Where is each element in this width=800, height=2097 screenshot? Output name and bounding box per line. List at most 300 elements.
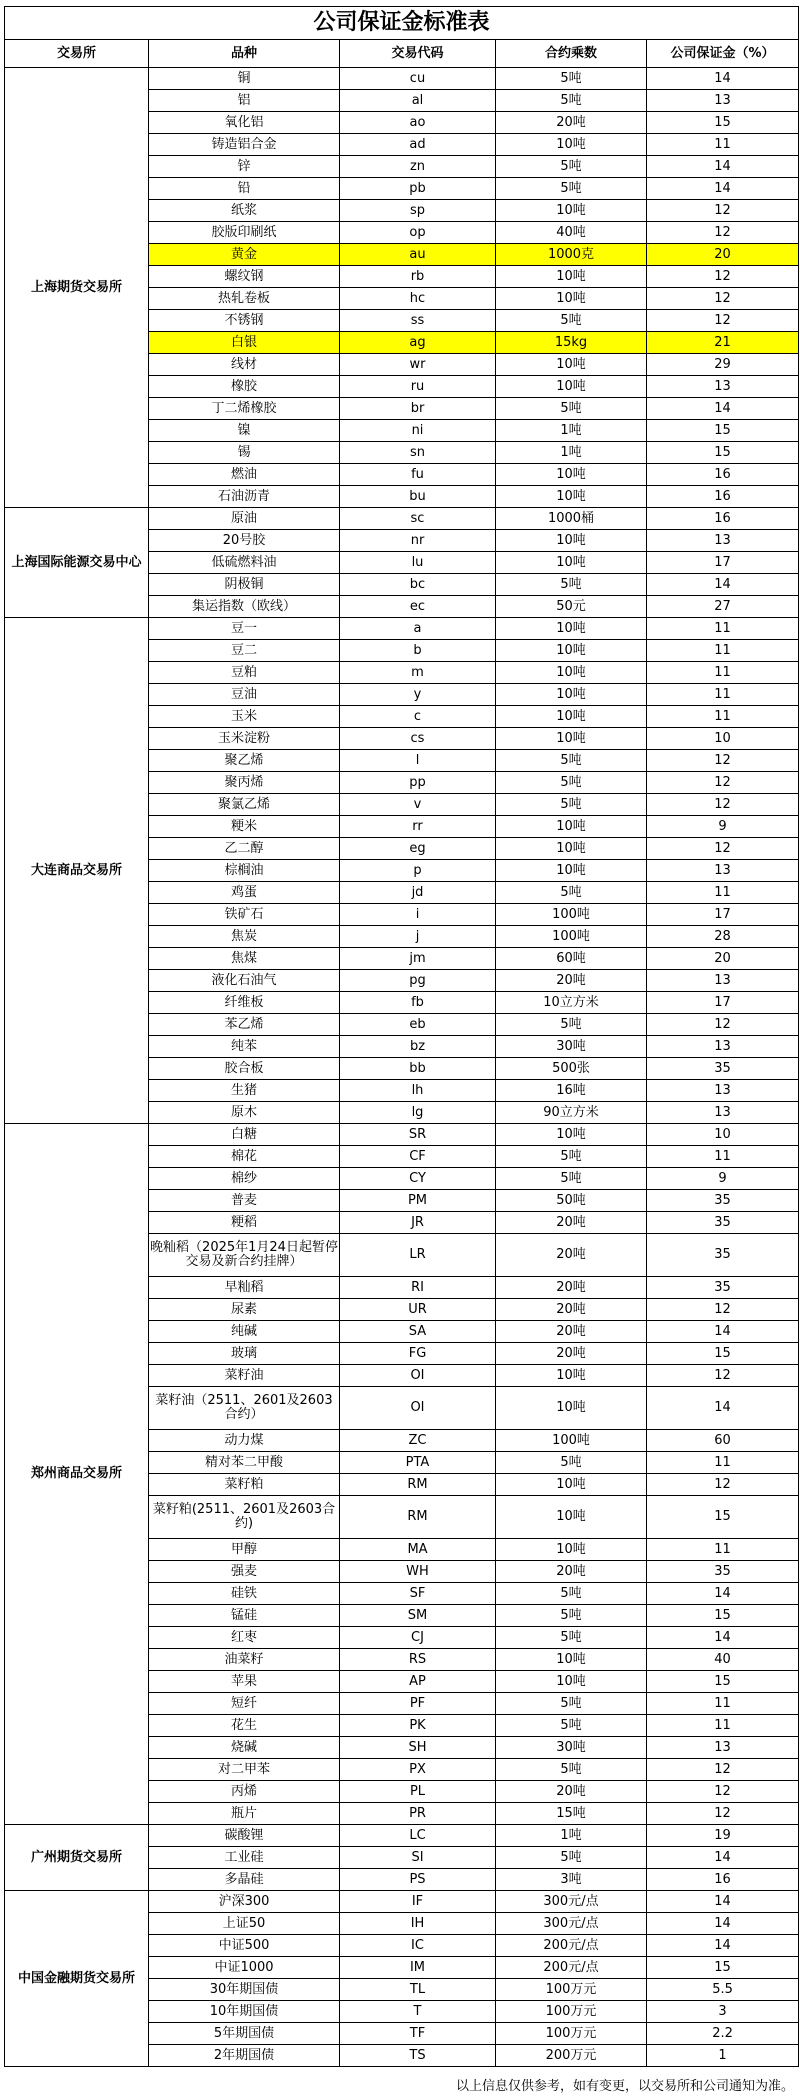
table-row: [5, 618, 799, 640]
variety-cell: 铸造铝合金: [149, 134, 340, 156]
variety-cell: 纯苯: [149, 1036, 340, 1058]
margin-cell: 14: [647, 1321, 799, 1343]
multiplier-cell: 5吨: [496, 794, 647, 816]
multiplier-cell: 20吨: [496, 1321, 647, 1343]
margin-cell: 11: [647, 1693, 799, 1715]
table-row: [5, 1891, 799, 1913]
multiplier-cell: 50元: [496, 596, 647, 618]
multiplier-cell: 5吨: [496, 882, 647, 904]
variety-cell: 豆一: [149, 618, 340, 640]
variety-cell: 聚氯乙烯: [149, 794, 340, 816]
margin-cell: 12: [647, 838, 799, 860]
margin-cell: 19: [647, 1825, 799, 1847]
multiplier-cell: 10吨: [496, 860, 647, 882]
code-cell: IF: [340, 1891, 496, 1913]
multiplier-cell: 10吨: [496, 200, 647, 222]
multiplier-cell: 5吨: [496, 574, 647, 596]
multiplier-cell: 20吨: [496, 1343, 647, 1365]
multiplier-cell: 10吨: [496, 1539, 647, 1561]
code-cell: T: [340, 2001, 496, 2023]
margin-cell: 12: [647, 1803, 799, 1825]
code-cell: IC: [340, 1935, 496, 1957]
code-cell: lu: [340, 552, 496, 574]
variety-cell: 丁二烯橡胶: [149, 398, 340, 420]
variety-cell: 动力煤: [149, 1430, 340, 1452]
table-row: [5, 1124, 799, 1146]
code-cell: RM: [340, 1496, 496, 1539]
code-cell: wr: [340, 354, 496, 376]
multiplier-cell: 20吨: [496, 970, 647, 992]
variety-cell: 棉花: [149, 1146, 340, 1168]
code-cell: SR: [340, 1124, 496, 1146]
code-cell: PF: [340, 1693, 496, 1715]
variety-cell: 菜籽粕: [149, 1474, 340, 1496]
column-header-code: 交易代码: [340, 40, 496, 68]
margin-cell: 11: [647, 882, 799, 904]
multiplier-cell: 5吨: [496, 772, 647, 794]
code-cell: m: [340, 662, 496, 684]
margin-cell: 13: [647, 90, 799, 112]
margin-cell: 60: [647, 1430, 799, 1452]
code-cell: TL: [340, 1979, 496, 2001]
code-cell: RM: [340, 1474, 496, 1496]
margin-cell: 1: [647, 2045, 799, 2067]
column-header-exchange: 交易所: [5, 40, 149, 68]
code-cell: rr: [340, 816, 496, 838]
margin-cell: 15: [647, 1343, 799, 1365]
variety-cell: 乙二醇: [149, 838, 340, 860]
code-cell: lg: [340, 1102, 496, 1124]
code-cell: LC: [340, 1825, 496, 1847]
variety-cell: 精对苯二甲酸: [149, 1452, 340, 1474]
margin-cell: 14: [647, 1847, 799, 1869]
margin-cell: 14: [647, 1387, 799, 1430]
multiplier-cell: 10立方米: [496, 992, 647, 1014]
code-cell: SM: [340, 1605, 496, 1627]
multiplier-cell: 300元/点: [496, 1913, 647, 1935]
multiplier-cell: 20吨: [496, 1781, 647, 1803]
table-row: [5, 68, 799, 90]
code-cell: ss: [340, 310, 496, 332]
multiplier-cell: 5吨: [496, 310, 647, 332]
variety-cell: 聚乙烯: [149, 750, 340, 772]
margin-cell: 11: [647, 640, 799, 662]
code-cell: AP: [340, 1671, 496, 1693]
variety-cell: 菜籽粕(2511、2601及2603合约): [149, 1496, 340, 1539]
code-cell: hc: [340, 288, 496, 310]
multiplier-cell: 10吨: [496, 530, 647, 552]
variety-cell: 5年期国债: [149, 2023, 340, 2045]
variety-cell: 铜: [149, 68, 340, 90]
multiplier-cell: 5吨: [496, 178, 647, 200]
margin-cell: 13: [647, 1036, 799, 1058]
margin-cell: 11: [647, 134, 799, 156]
variety-cell: 10年期国债: [149, 2001, 340, 2023]
margin-cell: 14: [647, 178, 799, 200]
code-cell: op: [340, 222, 496, 244]
multiplier-cell: 10吨: [496, 816, 647, 838]
variety-cell: 早籼稻: [149, 1277, 340, 1299]
multiplier-cell: 5吨: [496, 68, 647, 90]
multiplier-cell: 100吨: [496, 926, 647, 948]
variety-cell: 胶版印刷纸: [149, 222, 340, 244]
code-cell: FG: [340, 1343, 496, 1365]
code-cell: PK: [340, 1715, 496, 1737]
code-cell: PX: [340, 1759, 496, 1781]
variety-cell: 纸浆: [149, 200, 340, 222]
variety-cell: 液化石油气: [149, 970, 340, 992]
multiplier-cell: 10吨: [496, 618, 647, 640]
code-cell: j: [340, 926, 496, 948]
margin-cell: 11: [647, 706, 799, 728]
variety-cell: 棕榈油: [149, 860, 340, 882]
code-cell: a: [340, 618, 496, 640]
margin-cell: 15: [647, 1957, 799, 1979]
multiplier-cell: 5吨: [496, 398, 647, 420]
code-cell: cu: [340, 68, 496, 90]
multiplier-cell: 100万元: [496, 2001, 647, 2023]
code-cell: sn: [340, 442, 496, 464]
margin-table: [4, 6, 799, 2067]
multiplier-cell: 10吨: [496, 376, 647, 398]
code-cell: l: [340, 750, 496, 772]
variety-cell: 强麦: [149, 1561, 340, 1583]
code-cell: ZC: [340, 1430, 496, 1452]
variety-cell: 丙烯: [149, 1781, 340, 1803]
code-cell: bu: [340, 486, 496, 508]
table-body: [5, 68, 799, 2067]
margin-cell: 9: [647, 816, 799, 838]
margin-cell: 14: [647, 1583, 799, 1605]
code-cell: JR: [340, 1212, 496, 1234]
multiplier-cell: 10吨: [496, 662, 647, 684]
variety-cell: 聚丙烯: [149, 772, 340, 794]
margin-cell: 15: [647, 112, 799, 134]
multiplier-cell: 10吨: [496, 1671, 647, 1693]
margin-cell: 16: [647, 464, 799, 486]
margin-cell: 27: [647, 596, 799, 618]
code-cell: eg: [340, 838, 496, 860]
variety-cell: 苯乙烯: [149, 1014, 340, 1036]
margin-cell: 29: [647, 354, 799, 376]
code-cell: y: [340, 684, 496, 706]
code-cell: PL: [340, 1781, 496, 1803]
margin-cell: 3: [647, 2001, 799, 2023]
code-cell: SI: [340, 1847, 496, 1869]
margin-cell: 14: [647, 1891, 799, 1913]
margin-cell: 12: [647, 1365, 799, 1387]
multiplier-cell: 15kg: [496, 332, 647, 354]
margin-cell: 16: [647, 486, 799, 508]
margin-cell: 35: [647, 1277, 799, 1299]
code-cell: fb: [340, 992, 496, 1014]
code-cell: pb: [340, 178, 496, 200]
variety-cell: 集运指数（欧线）: [149, 596, 340, 618]
margin-cell: 9: [647, 1168, 799, 1190]
multiplier-cell: 5吨: [496, 1583, 647, 1605]
multiplier-cell: 1吨: [496, 1825, 647, 1847]
margin-cell: 5.5: [647, 1979, 799, 2001]
code-cell: ad: [340, 134, 496, 156]
variety-cell: 锡: [149, 442, 340, 464]
multiplier-cell: 40吨: [496, 222, 647, 244]
code-cell: pp: [340, 772, 496, 794]
code-cell: OI: [340, 1365, 496, 1387]
code-cell: CJ: [340, 1627, 496, 1649]
margin-cell: 35: [647, 1190, 799, 1212]
variety-cell: 粳稻: [149, 1212, 340, 1234]
exchange-cell: 中国金融期货交易所: [5, 1891, 149, 2067]
variety-cell: 纯碱: [149, 1321, 340, 1343]
column-header-variety: 品种: [149, 40, 340, 68]
variety-cell: 原油: [149, 508, 340, 530]
variety-cell: 尿素: [149, 1299, 340, 1321]
multiplier-cell: 10吨: [496, 1496, 647, 1539]
variety-cell: 多晶硅: [149, 1869, 340, 1891]
code-cell: IM: [340, 1957, 496, 1979]
margin-cell: 14: [647, 1627, 799, 1649]
exchange-cell: 上海期货交易所: [5, 68, 149, 508]
multiplier-cell: 300元/点: [496, 1891, 647, 1913]
variety-cell: 线材: [149, 354, 340, 376]
multiplier-cell: 10吨: [496, 684, 647, 706]
multiplier-cell: 30吨: [496, 1036, 647, 1058]
margin-cell: 14: [647, 68, 799, 90]
column-header-multiplier: 合约乘数: [496, 40, 647, 68]
multiplier-cell: 20吨: [496, 1299, 647, 1321]
margin-cell: 12: [647, 750, 799, 772]
code-cell: bb: [340, 1058, 496, 1080]
variety-cell: 短纤: [149, 1693, 340, 1715]
code-cell: PTA: [340, 1452, 496, 1474]
variety-cell: 中证500: [149, 1935, 340, 1957]
variety-cell: 烧碱: [149, 1737, 340, 1759]
exchange-cell: 广州期货交易所: [5, 1825, 149, 1891]
code-cell: CY: [340, 1168, 496, 1190]
margin-cell: 17: [647, 904, 799, 926]
code-cell: au: [340, 244, 496, 266]
multiplier-cell: 1000克: [496, 244, 647, 266]
variety-cell: 20号胶: [149, 530, 340, 552]
margin-cell: 12: [647, 1759, 799, 1781]
margin-cell: 11: [647, 1715, 799, 1737]
variety-cell: 碳酸锂: [149, 1825, 340, 1847]
margin-cell: 13: [647, 1080, 799, 1102]
code-cell: zn: [340, 156, 496, 178]
variety-cell: 铝: [149, 90, 340, 112]
code-cell: bz: [340, 1036, 496, 1058]
variety-cell: 橡胶: [149, 376, 340, 398]
variety-cell: 焦炭: [149, 926, 340, 948]
code-cell: i: [340, 904, 496, 926]
margin-cell: 11: [647, 684, 799, 706]
margin-cell: 13: [647, 1102, 799, 1124]
code-cell: TF: [340, 2023, 496, 2045]
margin-cell: 11: [647, 662, 799, 684]
multiplier-cell: 5吨: [496, 1014, 647, 1036]
multiplier-cell: 90立方米: [496, 1102, 647, 1124]
margin-cell: 11: [647, 1539, 799, 1561]
variety-cell: 菜籽油: [149, 1365, 340, 1387]
code-cell: LR: [340, 1234, 496, 1277]
exchange-cell: 大连商品交易所: [5, 618, 149, 1124]
code-cell: bc: [340, 574, 496, 596]
code-cell: ao: [340, 112, 496, 134]
margin-cell: 15: [647, 442, 799, 464]
multiplier-cell: 500张: [496, 1058, 647, 1080]
multiplier-cell: 10吨: [496, 288, 647, 310]
variety-cell: 甲醇: [149, 1539, 340, 1561]
code-cell: c: [340, 706, 496, 728]
multiplier-cell: 15吨: [496, 1803, 647, 1825]
code-cell: cs: [340, 728, 496, 750]
variety-cell: 锰硅: [149, 1605, 340, 1627]
multiplier-cell: 20吨: [496, 1277, 647, 1299]
column-header-margin: 公司保证金（%）: [647, 40, 799, 68]
variety-cell: 玻璃: [149, 1343, 340, 1365]
multiplier-cell: 1吨: [496, 442, 647, 464]
multiplier-cell: 1吨: [496, 420, 647, 442]
variety-cell: 黄金: [149, 244, 340, 266]
margin-cell: 12: [647, 266, 799, 288]
margin-cell: 12: [647, 310, 799, 332]
margin-cell: 13: [647, 970, 799, 992]
code-cell: WH: [340, 1561, 496, 1583]
variety-cell: 焦煤: [149, 948, 340, 970]
multiplier-cell: 10吨: [496, 838, 647, 860]
variety-cell: 30年期国债: [149, 1979, 340, 2001]
variety-cell: 瓶片: [149, 1803, 340, 1825]
margin-cell: 20: [647, 244, 799, 266]
multiplier-cell: 5吨: [496, 1146, 647, 1168]
margin-cell: 10: [647, 1124, 799, 1146]
variety-cell: 红枣: [149, 1627, 340, 1649]
margin-cell: 10: [647, 728, 799, 750]
table-row: [5, 1825, 799, 1847]
multiplier-cell: 10吨: [496, 134, 647, 156]
variety-cell: 锌: [149, 156, 340, 178]
margin-cell: 21: [647, 332, 799, 354]
variety-cell: 对二甲苯: [149, 1759, 340, 1781]
multiplier-cell: 5吨: [496, 1452, 647, 1474]
variety-cell: 豆粕: [149, 662, 340, 684]
margin-cell: 11: [647, 618, 799, 640]
margin-cell: 16: [647, 1869, 799, 1891]
code-cell: RI: [340, 1277, 496, 1299]
variety-cell: 豆油: [149, 684, 340, 706]
multiplier-cell: 100吨: [496, 1430, 647, 1452]
code-cell: ru: [340, 376, 496, 398]
code-cell: OI: [340, 1387, 496, 1430]
variety-cell: 阴极铜: [149, 574, 340, 596]
code-cell: SA: [340, 1321, 496, 1343]
margin-cell: 13: [647, 376, 799, 398]
variety-cell: 白糖: [149, 1124, 340, 1146]
margin-cell: 35: [647, 1058, 799, 1080]
multiplier-cell: 30吨: [496, 1737, 647, 1759]
variety-cell: 苹果: [149, 1671, 340, 1693]
code-cell: TS: [340, 2045, 496, 2067]
exchange-cell: 郑州商品交易所: [5, 1124, 149, 1825]
margin-cell: 13: [647, 860, 799, 882]
multiplier-cell: 10吨: [496, 1474, 647, 1496]
code-cell: SH: [340, 1737, 496, 1759]
variety-cell: 中证1000: [149, 1957, 340, 1979]
variety-cell: 氧化铝: [149, 112, 340, 134]
multiplier-cell: 10吨: [496, 1649, 647, 1671]
margin-cell: 14: [647, 1913, 799, 1935]
multiplier-cell: 200元/点: [496, 1957, 647, 1979]
variety-cell: 豆二: [149, 640, 340, 662]
margin-cell: 14: [647, 156, 799, 178]
code-cell: eb: [340, 1014, 496, 1036]
multiplier-cell: 100万元: [496, 1979, 647, 2001]
code-cell: RS: [340, 1649, 496, 1671]
multiplier-cell: 100吨: [496, 904, 647, 926]
margin-cell: 12: [647, 1299, 799, 1321]
multiplier-cell: 16吨: [496, 1080, 647, 1102]
code-cell: ag: [340, 332, 496, 354]
variety-cell: 螺纹钢: [149, 266, 340, 288]
code-cell: fu: [340, 464, 496, 486]
code-cell: UR: [340, 1299, 496, 1321]
variety-cell: 上证50: [149, 1913, 340, 1935]
variety-cell: 沪深300: [149, 1891, 340, 1913]
exchange-cell: 上海国际能源交易中心: [5, 508, 149, 618]
multiplier-cell: 10吨: [496, 640, 647, 662]
margin-cell: 12: [647, 1781, 799, 1803]
code-cell: jm: [340, 948, 496, 970]
margin-cell: 12: [647, 222, 799, 244]
header-row: [5, 40, 799, 68]
margin-cell: 15: [647, 1605, 799, 1627]
margin-cell: 13: [647, 1737, 799, 1759]
margin-cell: 13: [647, 530, 799, 552]
multiplier-cell: 5吨: [496, 90, 647, 112]
variety-cell: 花生: [149, 1715, 340, 1737]
margin-cell: 35: [647, 1212, 799, 1234]
variety-cell: 普麦: [149, 1190, 340, 1212]
variety-cell: 菜籽油（2511、2601及2603合约）: [149, 1387, 340, 1430]
multiplier-cell: 5吨: [496, 1693, 647, 1715]
margin-cell: 14: [647, 1935, 799, 1957]
margin-cell: 11: [647, 1146, 799, 1168]
variety-cell: 铅: [149, 178, 340, 200]
variety-cell: 棉纱: [149, 1168, 340, 1190]
multiplier-cell: 5吨: [496, 156, 647, 178]
variety-cell: 晚籼稻（2025年1月24日起暂停交易及新合约挂牌）: [149, 1234, 340, 1277]
code-cell: PR: [340, 1803, 496, 1825]
multiplier-cell: 5吨: [496, 1759, 647, 1781]
multiplier-cell: 100万元: [496, 2023, 647, 2045]
variety-cell: 玉米淀粉: [149, 728, 340, 750]
margin-cell: 17: [647, 992, 799, 1014]
variety-cell: 粳米: [149, 816, 340, 838]
margin-cell: 40: [647, 1649, 799, 1671]
margin-cell: 12: [647, 1474, 799, 1496]
multiplier-cell: 10吨: [496, 464, 647, 486]
multiplier-cell: 5吨: [496, 1715, 647, 1737]
variety-cell: 2年期国债: [149, 2045, 340, 2067]
code-cell: rb: [340, 266, 496, 288]
multiplier-cell: 10吨: [496, 552, 647, 574]
code-cell: al: [340, 90, 496, 112]
multiplier-cell: 5吨: [496, 750, 647, 772]
page-title: 公司保证金标准表: [5, 7, 799, 40]
multiplier-cell: 200元/点: [496, 1935, 647, 1957]
multiplier-cell: 20吨: [496, 112, 647, 134]
multiplier-cell: 10吨: [496, 1124, 647, 1146]
